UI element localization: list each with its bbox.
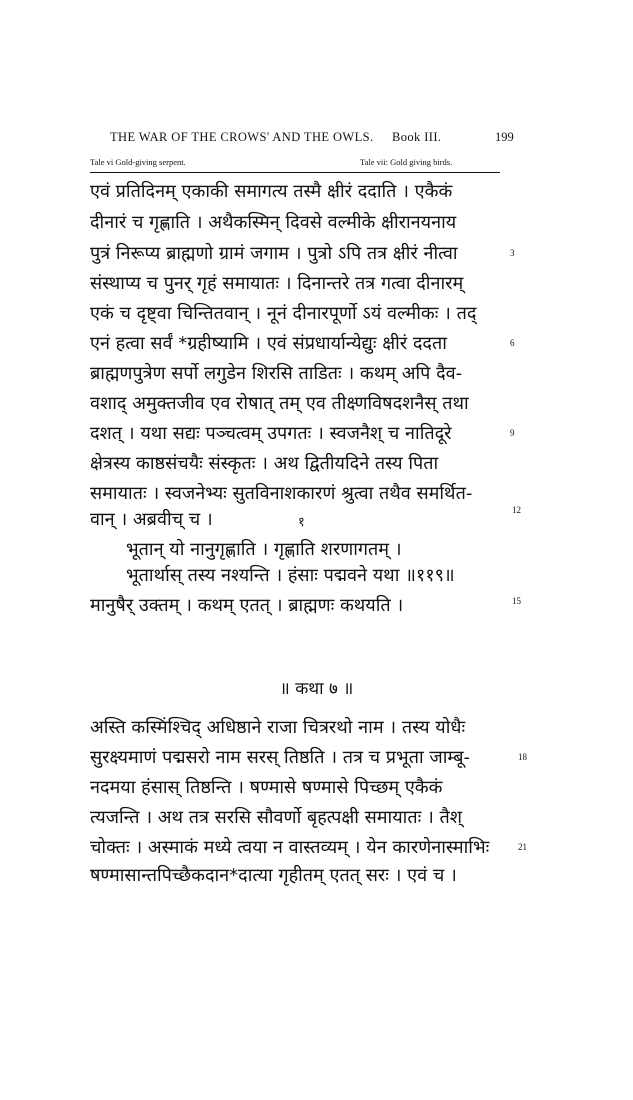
verse-line: भूतार्थास् तस्य नश्यन्ति । हंसाः पद्मवने यथा ॥११९॥ [126, 565, 455, 586]
verse-line: भूतान् यो नानुगृह्णाति । गृह्णाति शरणागतम् । [126, 539, 402, 560]
tale-heading: ॥ कथा ७ ॥ [279, 679, 354, 699]
line-number: 21 [518, 842, 527, 852]
text-line: संस्थाप्य च पुनर् गृहं समायातः । दिनान्तरे तत्र गत्वा दीनारम् [90, 273, 464, 294]
book-label: Book III. [392, 130, 442, 144]
line-number: 12 [512, 505, 521, 515]
text-line: दीनारं च गृह्णाति । अथैकस्मिन् दिवसे वल्मीके क्षीरानयनाय [90, 212, 457, 233]
page-number: 199 [495, 130, 514, 144]
line-number: 15 [512, 596, 521, 606]
line-number: 9 [510, 428, 515, 438]
text-line: ब्राह्मणपुत्रेण सर्पो लगुडेन शिरसि ताडितः । कथम् अपि दैव- [90, 363, 463, 384]
text-line: अस्ति कस्मिंश्चिद् अधिष्ठाने राजा चित्ररथो नाम । तस्य योधैः [90, 717, 466, 738]
text-line: एवं प्रतिदिनम् एकाकी समागत्य तस्मै क्षीरं ददाति । एकैकं [90, 181, 453, 202]
running-title: THE WAR OF THE CROWS' AND THE OWLS. [110, 130, 374, 144]
text-line: वान् । अब्रवीच् च । [90, 509, 213, 530]
text-line: समायातः । स्वजनेभ्यः सुतविनाशकारणं श्रुत्वा तथैव समर्थित- [90, 483, 473, 504]
text-line: त्यजन्ति । अथ तत्र सरसि सौवर्णो बृहत्पक्षी समायातः । तैश् [90, 807, 462, 828]
text-line: वशाद् अमुक्तजीव एव रोषात् तम् एव तीक्ष्णविषदशनैस् तथा [90, 393, 469, 414]
text-line: एनं हत्वा सर्वं *ग्रहीष्यामि । एवं संप्रधार्यान्येद्युः क्षीरं ददता [90, 333, 447, 354]
line-number: 18 [518, 752, 527, 762]
text-line: मानुषैर् उक्तम् । कथम् एतत् । ब्राह्मणः कथयति । [90, 595, 404, 616]
text-line: सुरक्ष्यमाणं पद्मसरो नाम सरस् तिष्ठति । तत्र च प्रभूता जाम्बू- [90, 747, 470, 768]
text-line: दशत् । यथा सद्यः पञ्चत्वम् उपगतः । स्वजनैश् च नातिदूरे [90, 423, 452, 444]
left-subhead: Tale vi Gold-giving serpent. [90, 157, 186, 167]
line-number: 6 [510, 338, 515, 348]
text-line: नदमया हंसास् तिष्ठन्ति । षण्मासे षण्मासे पिच्छम् एकैकं [90, 777, 443, 798]
text-line: पुत्रं निरूप्य ब्राह्मणो ग्रामं जगाम । पुत्रो ऽपि तत्र क्षीरं नीत्वा [90, 243, 458, 264]
header-rule [90, 172, 500, 173]
text-line: एकं च दृष्ट्वा चिन्तितवान् । नूनं दीनारपूर्णो ऽयं वल्मीकः । तद् [90, 303, 477, 324]
text-line: षण्मासान्तपिच्छैकदान*दात्या गृहीतम् एतत् सरः । एवं च । [90, 865, 457, 886]
line-number: 3 [510, 248, 515, 258]
stray-mark: १ [298, 514, 305, 529]
text-line: क्षेत्रस्य काष्ठसंचयैः संस्कृतः । अथ द्वितीयदिने तस्य पिता [90, 453, 439, 474]
text-line: चोक्तः । अस्माकं मध्ये त्वया न वास्तव्यम् । येन कारणेनास्माभिः [90, 837, 490, 858]
running-head [110, 130, 520, 145]
right-subhead: Tale vii: Gold giving birds. [360, 157, 453, 167]
